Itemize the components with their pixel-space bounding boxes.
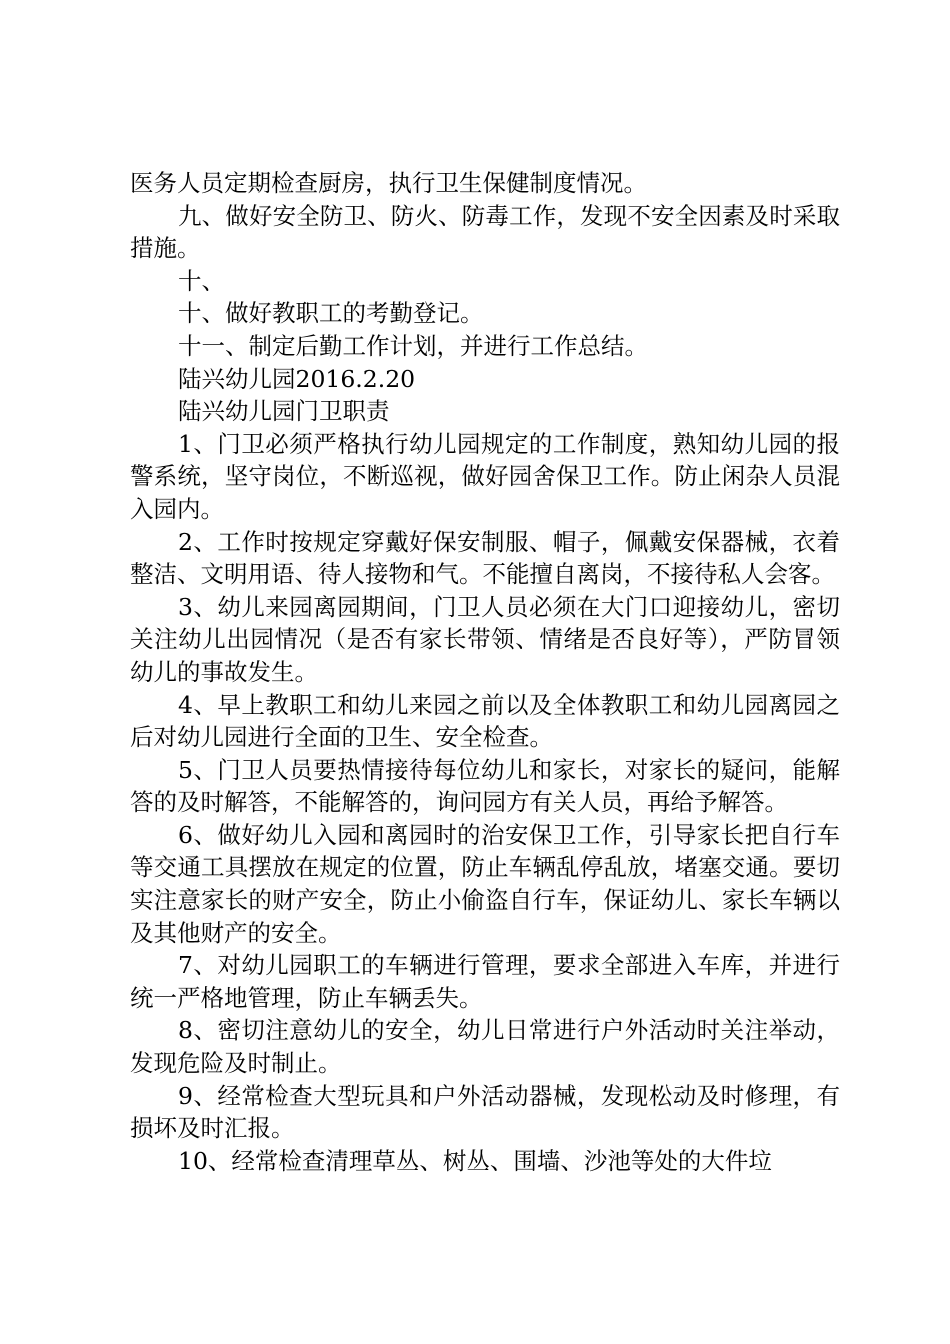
paragraph: 4、早上教职工和幼儿来园之前以及全体教职工和幼儿园离园之后对幼儿园进行全面的卫生、安全检查。 xyxy=(130,690,840,752)
section-title: 陆兴幼儿园门卫职责 xyxy=(178,397,390,426)
paragraph: 十、做好教职工的考勤登记。 xyxy=(178,299,484,328)
paragraph: 医务人员定期检查厨房，执行卫生保健制度情况。 xyxy=(130,169,647,197)
paragraph: 7、对幼儿园职工的车辆进行管理，要求全部进入车库，并进行统一严格地管理，防止车辆丢失。 xyxy=(130,951,840,1012)
paragraph: 九、做好安全防卫、防火、防毒工作，发现不安全因素及时采取措施。 xyxy=(130,201,840,263)
paragraph: 2、工作时按规定穿戴好保安制服、帽子，佩戴安保器械，衣着整洁、文明用语、待人接物和气。不能擅自离岗，不接待私人会客。 xyxy=(130,527,840,589)
paragraph: 3、幼儿来园离园期间，门卫人员必须在大门口迎接幼儿，密切关注幼儿出园情况（是否有家长带领、情绪是否良好等），严防冒领幼儿的事故发生。 xyxy=(130,592,840,686)
paragraph: 5、门卫人员要热情接待每位幼儿和家长，对家长的疑问，能解答的及时解答，不能解答的，询问园方有关人员，再给予解答。 xyxy=(130,755,840,817)
paragraph: 十、 xyxy=(178,266,225,295)
paragraph: 6、做好幼儿入园和离园时的治安保卫工作，引导家长把自行车等交通工具摆放在规定的位置，防止车辆乱停乱放，堵塞交通。要切实注意家长的财产安全，防止小偷盗自行车，保证幼儿、家长车辆以及其他财产的安全。 xyxy=(130,820,840,947)
paragraph: 9、经常检查大型玩具和户外活动器械，发现松动及时修理，有损坏及时汇报。 xyxy=(130,1081,840,1143)
paragraph: 10、经常检查清理草丛、树丛、围墙、沙池等处的大件垃 xyxy=(178,1146,772,1175)
document-body xyxy=(130,167,840,1177)
paragraph: 1、门卫必须严格执行幼儿园规定的工作制度，熟知幼儿园的报警系统，坚守岗位，不断巡视，做好园舍保卫工作。防止闲杂人员混入园内。 xyxy=(130,429,840,523)
paragraph: 8、密切注意幼儿的安全，幼儿日常进行户外活动时关注举动，发现危险及时制止。 xyxy=(130,1016,840,1078)
paragraph: 十一、制定后勤工作计划，并进行工作总结。 xyxy=(178,331,648,360)
signature-date: 陆兴幼儿园2016.2.20 xyxy=(178,364,416,393)
